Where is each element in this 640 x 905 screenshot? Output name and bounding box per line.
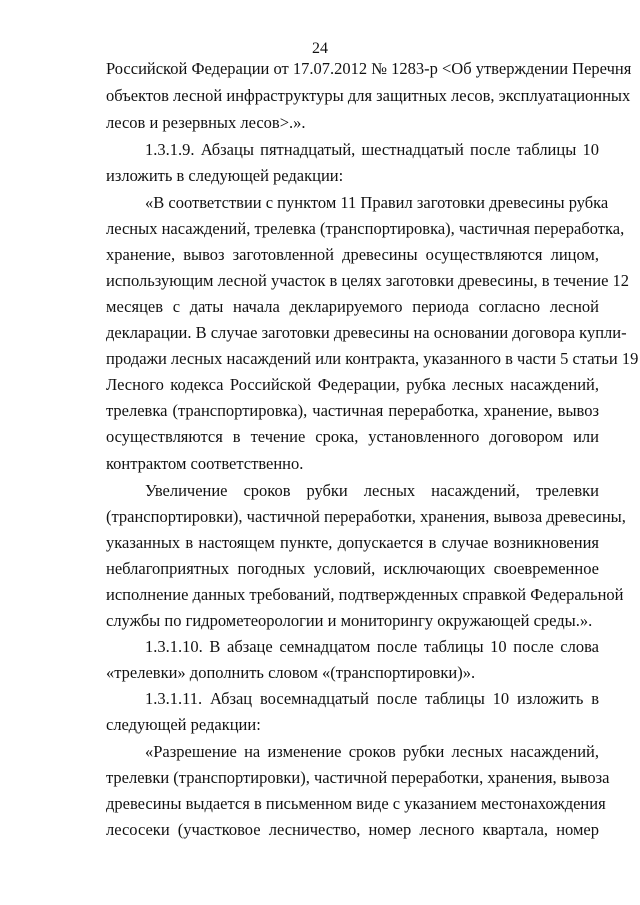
text-line: «Разрешение на изменение сроков рубки лесных насаждений,	[145, 742, 599, 761]
text-line: лесных насаждений, трелевка (транспортировка), частичная переработка,	[106, 219, 625, 238]
text-line: «трелевки» дополнить словом «(транспортировки)».	[106, 663, 476, 682]
text-line: 1.3.1.11. Абзац восемнадцатый после таблицы 10 изложить в	[145, 689, 599, 708]
text-line: службы по гидрометеорологии и мониторингу окружающей среды.».	[106, 611, 593, 630]
text-line: месяцев с даты начала декларируемого периода согласно лесной	[106, 297, 599, 316]
text-line: трелевки (транспортировки), частичной переработки, хранения, вывоза	[106, 768, 610, 787]
text-line: Увеличение сроков рубки лесных насаждений, трелевки	[145, 481, 599, 500]
text-line: лесов и резервных лесов>.».	[106, 113, 306, 132]
text-line: Российской Федерации от 17.07.2012 № 1283-р <Об утверждении Перечня	[106, 59, 632, 78]
text-line: контрактом соответственно.	[106, 454, 304, 473]
text-line: (транспортировки), частичной переработки, хранения, вывоза древесины,	[106, 507, 626, 526]
text-line: Лесного кодекса Российской Федерации, рубка лесных насаждений,	[106, 375, 599, 394]
text-line: неблагоприятных погодных условий, исключающих своевременное	[106, 559, 599, 578]
text-line: 1.3.1.10. В абзаце семнадцатом после таблицы 10 после слова	[145, 637, 599, 656]
text-line: объектов лесной инфраструктуры для защитных лесов, эксплуатационных	[106, 86, 631, 105]
text-line: следующей редакции:	[106, 715, 261, 734]
text-line: декларации. В случае заготовки древесины на основании договора купли-	[106, 323, 627, 342]
page-number: 24	[312, 40, 328, 57]
text-line: древесины выдается в письменном виде с указанием местонахождения	[106, 794, 606, 813]
text-line: продажи лесных насаждений или контракта, указанного в части 5 статьи 19	[106, 349, 639, 368]
text-line: исполнение данных требований, подтвержденных справкой Федеральной	[106, 585, 624, 604]
text-line: указанных в настоящем пункте, допускается в случае возникновения	[106, 533, 599, 552]
text-line: изложить в следующей редакции:	[106, 166, 344, 185]
text-line: «В соответствии с пунктом 11 Правил заготовки древесины рубка	[145, 193, 609, 212]
text-line: 1.3.1.9. Абзацы пятнадцатый, шестнадцатый после таблицы 10	[145, 140, 599, 159]
text-line: лесосеки (участковое лесничество, номер лесного квартала, номер	[106, 820, 599, 839]
text-line: осуществляются в течение срока, установленного договором или	[106, 427, 599, 446]
text-line: трелевка (транспортировка), частичная переработка, хранение, вывоз	[106, 401, 599, 420]
text-line: использующим лесной участок в целях заготовки древесины, в течение 12	[106, 271, 630, 290]
text-line: хранение, вывоз заготовленной древесины осуществляются лицом,	[106, 245, 599, 264]
